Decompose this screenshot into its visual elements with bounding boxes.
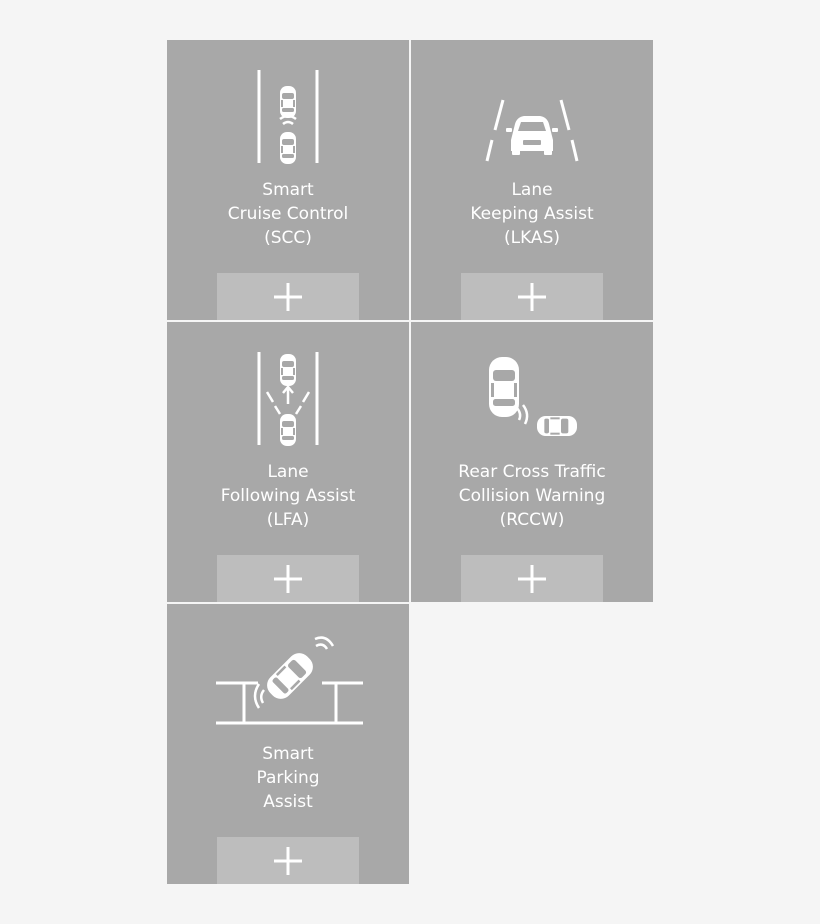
plus-icon — [272, 845, 304, 877]
feature-title: Smart Cruise Control (SCC) — [227, 180, 349, 248]
feature-title: Lane Following Assist (LFA) — [220, 462, 356, 530]
feature-card-scc — [167, 40, 409, 320]
smart-parking-assist-icon — [167, 604, 409, 734]
feature-title: Rear Cross Traffic Collision Warning (RCCW) — [458, 462, 606, 530]
plus-icon — [516, 281, 548, 313]
plus-icon — [516, 563, 548, 595]
smart-cruise-control-icon — [167, 40, 409, 170]
plus-icon — [272, 281, 304, 313]
feature-card-lkas — [411, 40, 653, 320]
feature-card-lfa — [167, 322, 409, 602]
expand-button-scc[interactable] — [217, 273, 359, 320]
expand-button-spa[interactable] — [217, 837, 359, 884]
lane-following-assist-icon — [167, 322, 409, 452]
expand-button-lfa[interactable] — [217, 555, 359, 602]
feature-title: Smart Parking Assist — [256, 744, 320, 812]
expand-button-lkas[interactable] — [461, 273, 603, 320]
feature-card-spa — [167, 604, 409, 884]
feature-title: Lane Keeping Assist (LKAS) — [470, 180, 594, 248]
feature-card-rccw — [411, 322, 653, 602]
plus-icon — [272, 563, 304, 595]
expand-button-rccw[interactable] — [461, 555, 603, 602]
lane-keeping-assist-icon — [411, 40, 653, 170]
rear-cross-traffic-icon — [411, 322, 653, 452]
